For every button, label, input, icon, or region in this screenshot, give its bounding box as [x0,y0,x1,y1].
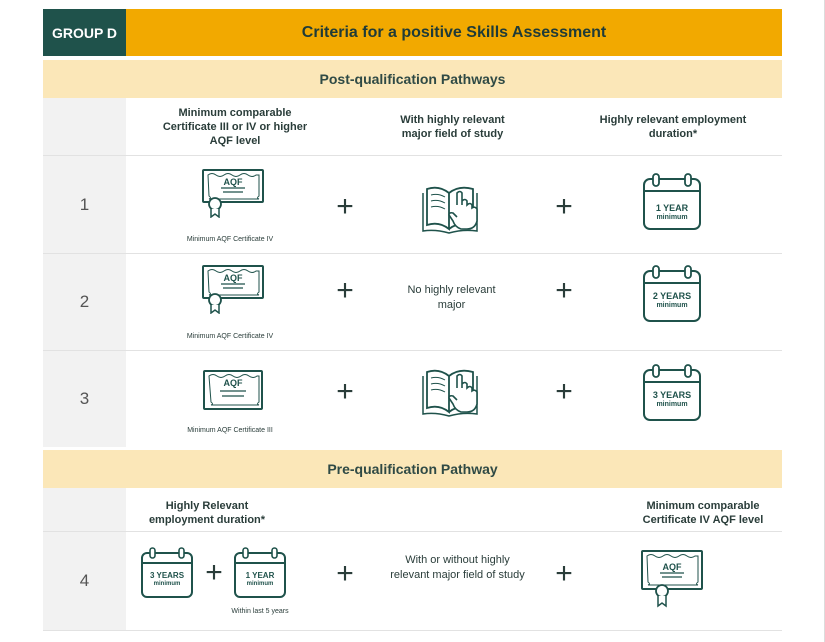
plus-sign: + [336,190,354,223]
no-major-text: No highly relevant major [407,284,496,311]
column-header-employment: Highly relevant employment duration* [599,114,747,140]
plus-sign: + [555,557,573,590]
calendar-years: 1 YEAR [655,203,689,213]
calendar-years: 2 YEARS [652,291,692,301]
certificate-icon [202,369,264,411]
row-number: 2 [79,292,90,311]
plus-sign: + [555,274,573,307]
row-number: 3 [79,389,90,408]
calendar-minimum: minimum [656,214,688,221]
row-divider [43,253,782,254]
aqf-label: AQF [223,273,243,283]
row-number: 4 [79,571,90,590]
plus-sign: + [205,556,223,589]
row-divider [43,155,782,156]
calendar-years: 3 YEARS [149,571,185,580]
within-caption: Within last 5 years [231,608,289,615]
pre-qualification-heading: Pre-qualification Pathway [43,450,782,488]
certificate-caption: Minimum AQF Certificate IV [186,333,274,340]
calendar-icon [642,364,702,422]
row-divider [43,350,782,351]
open-book-icon [421,181,483,239]
column-header-qualification: Minimum comparable Certificate IV AQF level [642,500,764,526]
calendar-minimum: minimum [246,581,274,587]
plus-sign: + [555,190,573,223]
aqf-label: AQF [223,378,243,388]
plus-sign: + [336,274,354,307]
certificate-caption: Minimum AQF Certificate III [187,427,273,434]
calendar-minimum: minimum [656,302,688,309]
table-title: Criteria for a positive Skills Assessment [126,9,782,56]
column-header-employment: Highly Relevant employment duration* [148,500,266,526]
plus-sign: + [336,375,354,408]
certificate-icon [201,264,265,314]
calendar-icon [642,173,702,231]
plus-sign: + [336,557,354,590]
aqf-label: AQF [662,562,682,572]
certificate-icon [201,168,265,218]
plus-sign: + [555,375,573,408]
row-divider [43,630,782,631]
column-header-major: With highly relevant major field of study [400,114,505,140]
group-tag: GROUP D [43,9,126,56]
certificate-caption: Minimum AQF Certificate IV [186,236,274,243]
calendar-minimum: minimum [153,581,181,587]
calendar-icon [140,547,194,599]
aqf-label: AQF [223,177,243,187]
post-qualification-heading: Post-qualification Pathways [43,60,782,98]
calendar-icon [233,547,287,599]
major-optional-text: With or without highly relevant major field of study [390,554,525,581]
certificate-icon [640,549,704,599]
open-book-icon [421,364,483,422]
calendar-icon [642,265,702,323]
calendar-years: 1 YEAR [245,571,275,580]
calendar-years: 3 YEARS [652,390,692,400]
calendar-minimum: minimum [656,401,688,408]
row-divider [43,531,782,532]
row-number: 1 [79,194,90,214]
column-header-qualification: Minimum comparable Certificate III or IV or higher AQF level [162,107,308,147]
